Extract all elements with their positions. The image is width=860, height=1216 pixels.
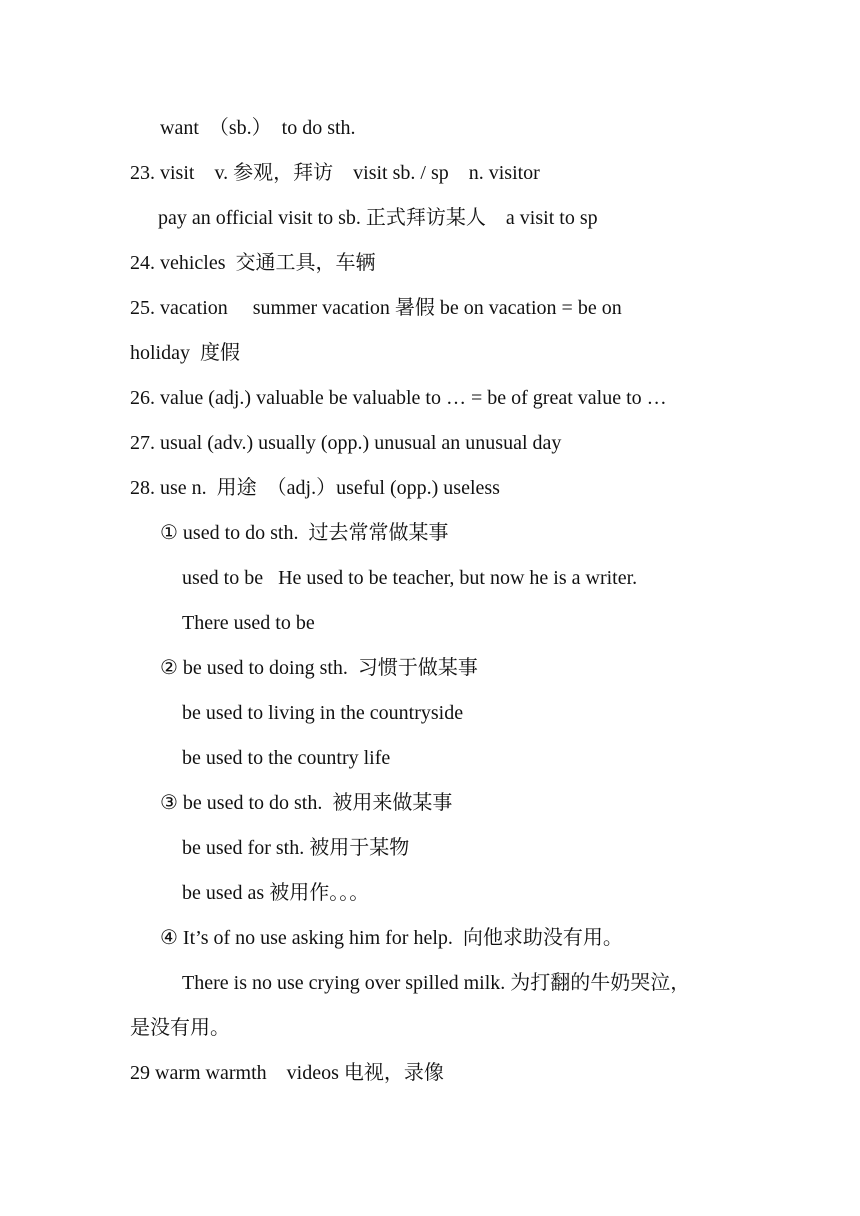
text-line: 25. vacation summer vacation 暑假 be on vacation = be on: [130, 297, 622, 319]
text-line: want （sb.） to do sth.: [160, 117, 356, 139]
text-line: 29 warm warmth videos 电视，录像: [130, 1062, 444, 1084]
text-line: ③ be used to do sth. 被用来做某事: [160, 792, 453, 814]
text-line: There used to be: [182, 612, 315, 634]
text-line: 28. use n. 用途 （adj.）useful (opp.) useless: [130, 477, 500, 499]
text-line: pay an official visit to sb. 正式拜访某人 a visit to sp: [158, 207, 598, 229]
text-line: ① used to do sth. 过去常常做某事: [160, 522, 449, 544]
text-line: 26. value (adj.) valuable be valuable to … = be of great value to …: [130, 387, 667, 409]
text-line: ② be used to doing sth. 习惯于做某事: [160, 657, 478, 679]
text-line: used to be He used to be teacher, but now he is a writer.: [182, 567, 638, 589]
text-line: 24. vehicles 交通工具，车辆: [130, 252, 376, 274]
text-line: 23. visit v. 参观，拜访 visit sb. / sp n. visitor: [130, 162, 540, 184]
text-line: be used for sth. 被用于某物: [182, 837, 410, 859]
text-line: be used to living in the countryside: [182, 702, 464, 724]
text-line: holiday 度假: [130, 342, 240, 364]
text-line: 是没有用。: [130, 1017, 230, 1039]
text-line: 27. usual (adv.) usually (opp.) unusual an unusual day: [130, 432, 562, 454]
text-line: be used as 被用作。。。: [182, 882, 370, 904]
text-line: ④ It’s of no use asking him for help. 向他求助没有用。: [160, 927, 623, 949]
text-line: be used to the country life: [182, 747, 391, 769]
text-line: There is no use crying over spilled milk. 为打翻的牛奶哭泣，: [182, 972, 691, 994]
